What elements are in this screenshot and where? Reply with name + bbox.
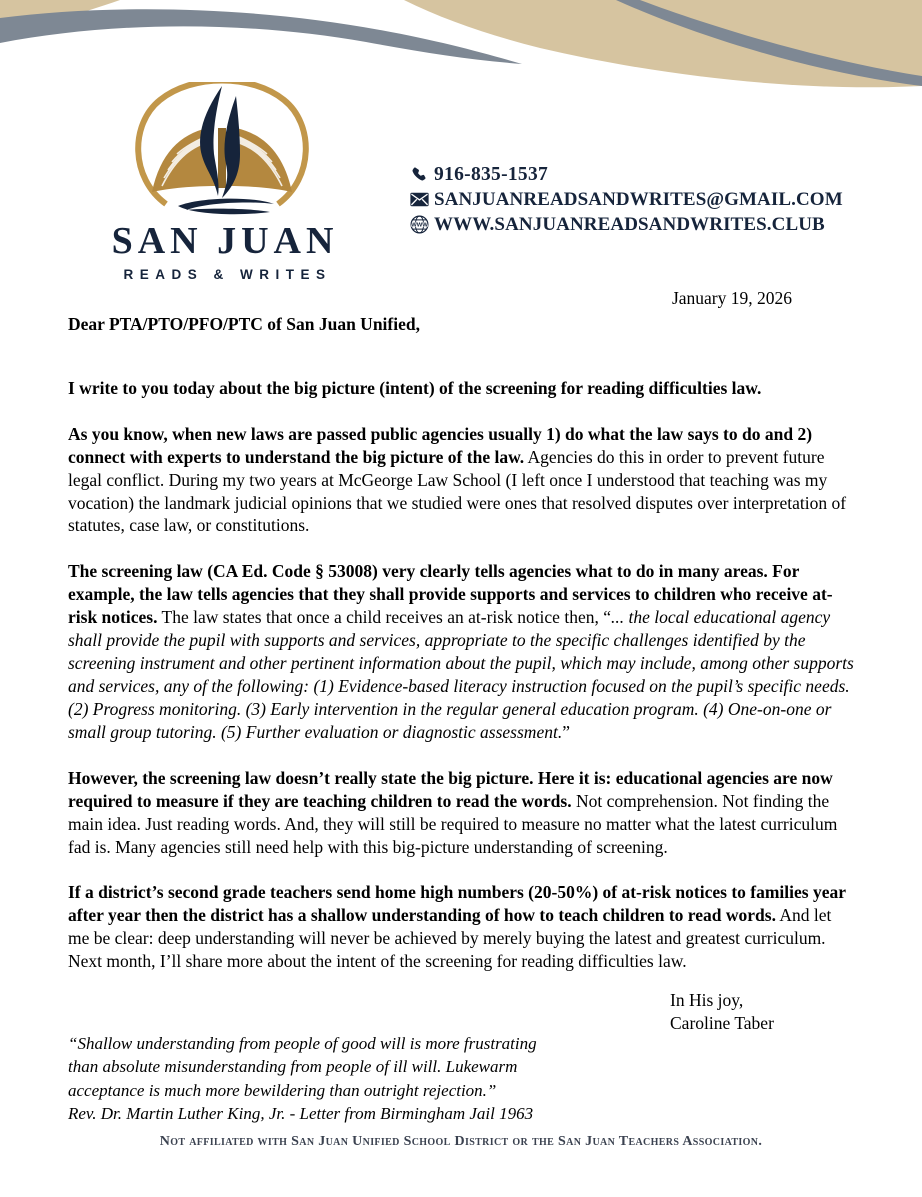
mlk-quote-line-3: acceptance is much more bewildering than outright rejection.” — [68, 1080, 497, 1100]
mlk-quote-attribution: Rev. Dr. Martin Luther King, Jr. - Letter from Birmingham Jail 1963 — [68, 1104, 534, 1124]
tan-wave-shape — [0, 0, 120, 32]
mlk-quote-line-2: than absolute misunderstanding from people of ill will. Lukewarm — [68, 1057, 518, 1077]
envelope-icon — [404, 192, 434, 207]
logo-wordmark-main: SAN JUAN — [111, 220, 339, 262]
contact-row-phone — [404, 162, 874, 187]
phone-icon — [404, 166, 434, 183]
logo-swoosh — [178, 199, 274, 215]
paragraph-4-plain: Not comprehension. Not finding the main idea. Just reading words. And, they will still be required to measure no matter what the latest curriculum fad is. Many agencies still need help with this big-picture understanding of screening. — [68, 790, 838, 857]
paragraph-2 — [68, 423, 854, 538]
paragraph-3-plain-lead: The law states that once a child receives an at-risk notice then, “ — [157, 607, 611, 628]
paragraph-5-bold: If a district’s second grade teachers send home high numbers (20-50%) of at-risk notices to families year after year then the district has a shallow understanding of how to teach children to read words. — [68, 882, 846, 926]
signature-block — [670, 989, 774, 1036]
paragraph-2-plain: Agencies do this in order to prevent future legal conflict. During my two years at McGeorge Law School (I left once I understood that teaching was my vocation) the landmark judicial opinions that we studied were ones that resolved disputes over interpretation of statutes, case law, or constitutions. — [68, 446, 847, 536]
paragraph-4-bold: However, the screening law doesn’t really state the big picture. Here it is: educational agencies are now required to measure if they are teaching children to read the words. — [68, 767, 833, 811]
paragraph-5 — [68, 881, 854, 973]
contact-phone-text: 916-835-1537 — [434, 163, 549, 185]
paragraph-3 — [68, 560, 854, 743]
gray-wave-arc-right — [616, 0, 922, 86]
paragraph-intro-bold: I write to you today about the big picture (intent) of the screening for reading difficulties law. — [68, 377, 762, 398]
signature-closing: In His joy, — [670, 990, 744, 1010]
paragraph-intro — [68, 377, 854, 400]
svg-text:WWW: WWW — [410, 222, 428, 229]
footer-disclaimer: Not affiliated with San Juan Unified School District or the San Juan Teachers Association. — [159, 1134, 763, 1149]
letter-salutation: Dear PTA/PTO/PFO/PTC of San Juan Unified, — [68, 313, 420, 334]
paragraph-3-closing-quote: ” — [562, 721, 570, 742]
paragraph-3-statute-quote: ... the local educational agency shall provide the pupil with supports and services, appropriate to the specific challenges identified by the screening instrument and other pertinent information about the pupil, which may include, among other supports and services, any of the following: (1) Evidence-based literacy instruction focused on the pupil’s specific needs. (2) Progress monitoring. (3) Early intervention in the regular general education program. (4) One-on-one or small group tutoring. (5) Further evaluation or diagnostic assessment. — [68, 607, 854, 742]
contact-email-text: SANJUANREADSANDWRITES@GMAIL.COM — [434, 188, 843, 210]
logo-book-spine — [218, 128, 226, 188]
book-and-quill-logo — [122, 82, 322, 230]
logo-wordmark — [86, 222, 364, 282]
paragraph-5-plain: And let me be clear: deep understanding will never be achieved by merely buying the latest and greatest curriculum. Next month, I’ll share more about the intent of the screening for reading difficulties law. — [68, 905, 832, 972]
signature-name: Caroline Taber — [670, 1013, 774, 1034]
mlk-quote-line-1: “Shallow understanding from people of good will is more frustrating — [68, 1034, 537, 1053]
tan-wave-shape-main — [404, 0, 922, 87]
globe-www-icon — [404, 215, 434, 234]
logo-wordmark-sub: READS & WRITES — [123, 266, 332, 282]
contact-row-email — [404, 187, 874, 212]
paragraph-2-bold: As you know, when new laws are passed public agencies usually 1) do what the law says to do and 2) connect with experts to understand the big picture of the law. — [68, 423, 813, 467]
letter-body — [68, 288, 854, 991]
logo-block — [86, 82, 364, 282]
contact-block — [404, 162, 874, 237]
gray-wave-shape — [0, 9, 522, 64]
paragraph-4 — [68, 767, 854, 859]
mlk-quote-block — [68, 1032, 628, 1126]
contact-row-website — [404, 212, 874, 237]
letter-date: January 19, 2026 — [671, 288, 792, 308]
contact-website-text: WWW.SANJUANREADSANDWRITES.CLUB — [434, 213, 825, 235]
paragraph-3-bold: The screening law (CA Ed. Code § 53008) very clearly tells agencies what to do in many areas. For example, the law tells agencies that they shall provide supports and services to children who receive at-risk notices. — [68, 561, 833, 628]
